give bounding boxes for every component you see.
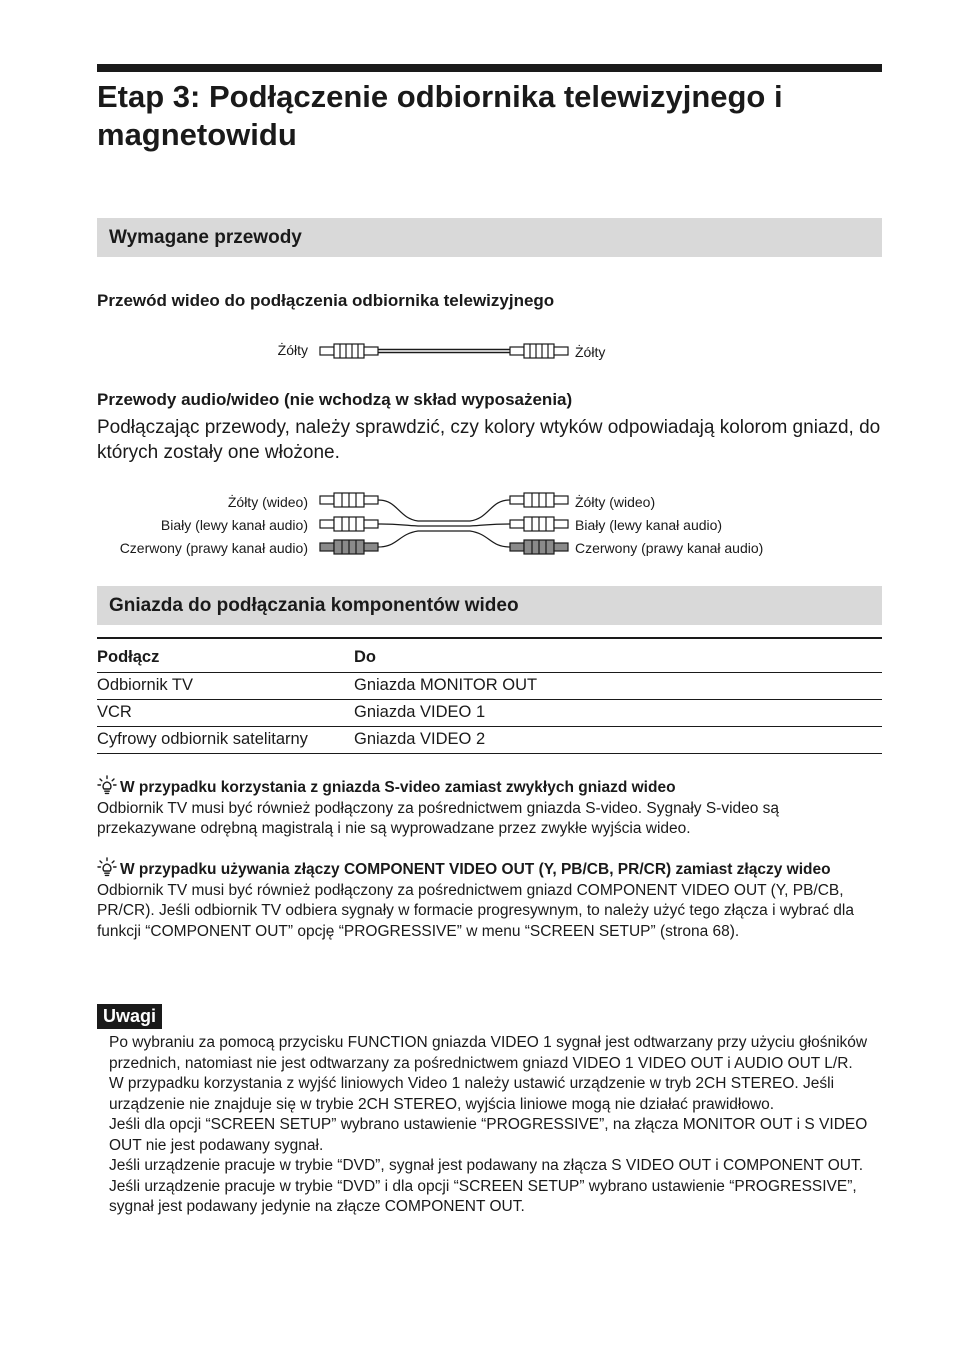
tip-title: W przypadku używania złączy COMPONENT VIDEO OUT (Y, PB/CB, PR/CR) zamiast złączy wideo bbox=[120, 861, 831, 878]
section-heading-text: Wymagane przewody bbox=[109, 227, 302, 248]
table-cell: Cyfrowy odbiornik satelitarny bbox=[97, 730, 308, 748]
table-header-connect: Podłącz bbox=[97, 647, 160, 666]
av-right-label-yellow: Żółty (wideo) bbox=[575, 494, 656, 510]
av-right-label-red: Czerwony (prawy kanał audio) bbox=[575, 540, 764, 556]
section-heading-text: Gniazda do podłączania komponentów wideo bbox=[109, 595, 519, 616]
tip-title-row bbox=[97, 857, 882, 881]
tip-title-row bbox=[97, 775, 882, 799]
table-header-row bbox=[97, 638, 882, 672]
av-left-label-yellow: Żółty (wideo) bbox=[227, 494, 308, 510]
section-heading-required-cables bbox=[97, 218, 882, 257]
tip-body: Odbiornik TV musi być również podłączony za pośrednictwem gniazd COMPONENT VIDEO OUT (Y, PB/CB, PR/CR). Jeśli odbiornik TV odbiera sygnały w formacie progresywnym, to należy użyć tego złącza i wybrać dla funkcji “COMPONENT OUT” opcję “PROGRESSIVE” w menu “SCREEN SETUP” (strona 68). bbox=[97, 881, 854, 940]
table-row bbox=[97, 699, 882, 726]
lightbulb-icon bbox=[97, 775, 117, 795]
tip-component-video bbox=[97, 857, 882, 942]
table-row bbox=[97, 672, 882, 699]
av-cable-illustration bbox=[318, 490, 570, 560]
table-cell: Odbiornik TV bbox=[97, 676, 193, 694]
lightbulb-icon bbox=[97, 857, 117, 877]
table-cell: Gniazda MONITOR OUT bbox=[354, 676, 538, 694]
notes-list bbox=[109, 1033, 884, 1218]
section-heading-component-jacks bbox=[97, 586, 882, 625]
note-item: Jeśli urządzenie pracuje w trybie “DVD”, sygnał jest podawany na złącza S VIDEO OUT i COMPONENT OUT. bbox=[109, 1157, 864, 1174]
note-item: W przypadku korzystania z wyjść liniowych Video 1 należy ustawić urządzenie w tryb 2CH STEREO. Jeśli urządzenie nie znajduje się w trybie 2CH STEREO, wyjścia liniowe mogą nie działać prawidłowo. bbox=[109, 1075, 835, 1113]
note-item: Jeśli dla opcji “SCREEN SETUP” wybrano ustawienie “PROGRESSIVE”, na złącza MONITOR OUT i S VIDEO OUT nie jest podawany sygnał. bbox=[109, 1116, 868, 1154]
video-cable-right-label: Żółty bbox=[575, 344, 606, 360]
table-header-to: Do bbox=[354, 647, 376, 666]
note-item: Po wybraniu za pomocą przycisku FUNCTION gniazda VIDEO 1 sygnał jest odtwarzany przy użyciu głośników przednich, natomiast nie jest odtwarzany za pośrednictwem gniazd VIDEO 1 VIDEO OUT i AUDIO OUT L/R. bbox=[109, 1034, 868, 1072]
connections-table bbox=[97, 637, 882, 754]
av-cable-heading: Przewody audio/wideo (nie wchodzą w skład wyposażenia) bbox=[97, 390, 573, 409]
tip-title: W przypadku korzystania z gniazda S-video zamiast zwykłych gniazd wideo bbox=[120, 779, 676, 796]
table-cell: Gniazda VIDEO 2 bbox=[354, 730, 486, 748]
table-cell: Gniazda VIDEO 1 bbox=[354, 703, 486, 721]
title-rule bbox=[97, 64, 882, 72]
note-item: Jeśli urządzenie pracuje w trybie “DVD” i dla opcji “SCREEN SETUP” wybrano ustawienie “PROGRESSIVE”, sygnał jest podawany jedynie na złącze COMPONENT OUT. bbox=[109, 1177, 857, 1215]
av-right-label-white: Biały (lewy kanał audio) bbox=[575, 517, 723, 533]
tip-body: Odbiornik TV musi być również podłączony za pośrednictwem gniazda S-video. Sygnały S-video są przekazywane odrębną magistralą i nie są wyprowadzane przez zwykłe wyjścia wideo. bbox=[97, 799, 780, 837]
tip-s-video bbox=[97, 775, 882, 840]
table-row bbox=[97, 726, 882, 753]
av-cable-description: Podłączając przewody, należy sprawdzić, czy kolory wtyków odpowiadają kolorom gniazd, do których zostały one włożone. bbox=[97, 417, 881, 463]
av-left-label-red: Czerwony (prawy kanał audio) bbox=[119, 540, 308, 556]
notes-heading: Uwagi bbox=[97, 1004, 162, 1029]
table-cell: VCR bbox=[97, 703, 132, 721]
video-cable-left-label: Żółty bbox=[277, 342, 308, 358]
page-title: Etap 3: Podłączenie odbiornika telewizyjnego i magnetowidu bbox=[97, 79, 783, 152]
video-cable-illustration bbox=[318, 338, 570, 364]
av-left-label-white: Biały (lewy kanał audio) bbox=[160, 517, 308, 533]
video-cable-heading: Przewód wideo do podłączenia odbiornika telewizyjnego bbox=[97, 291, 555, 310]
